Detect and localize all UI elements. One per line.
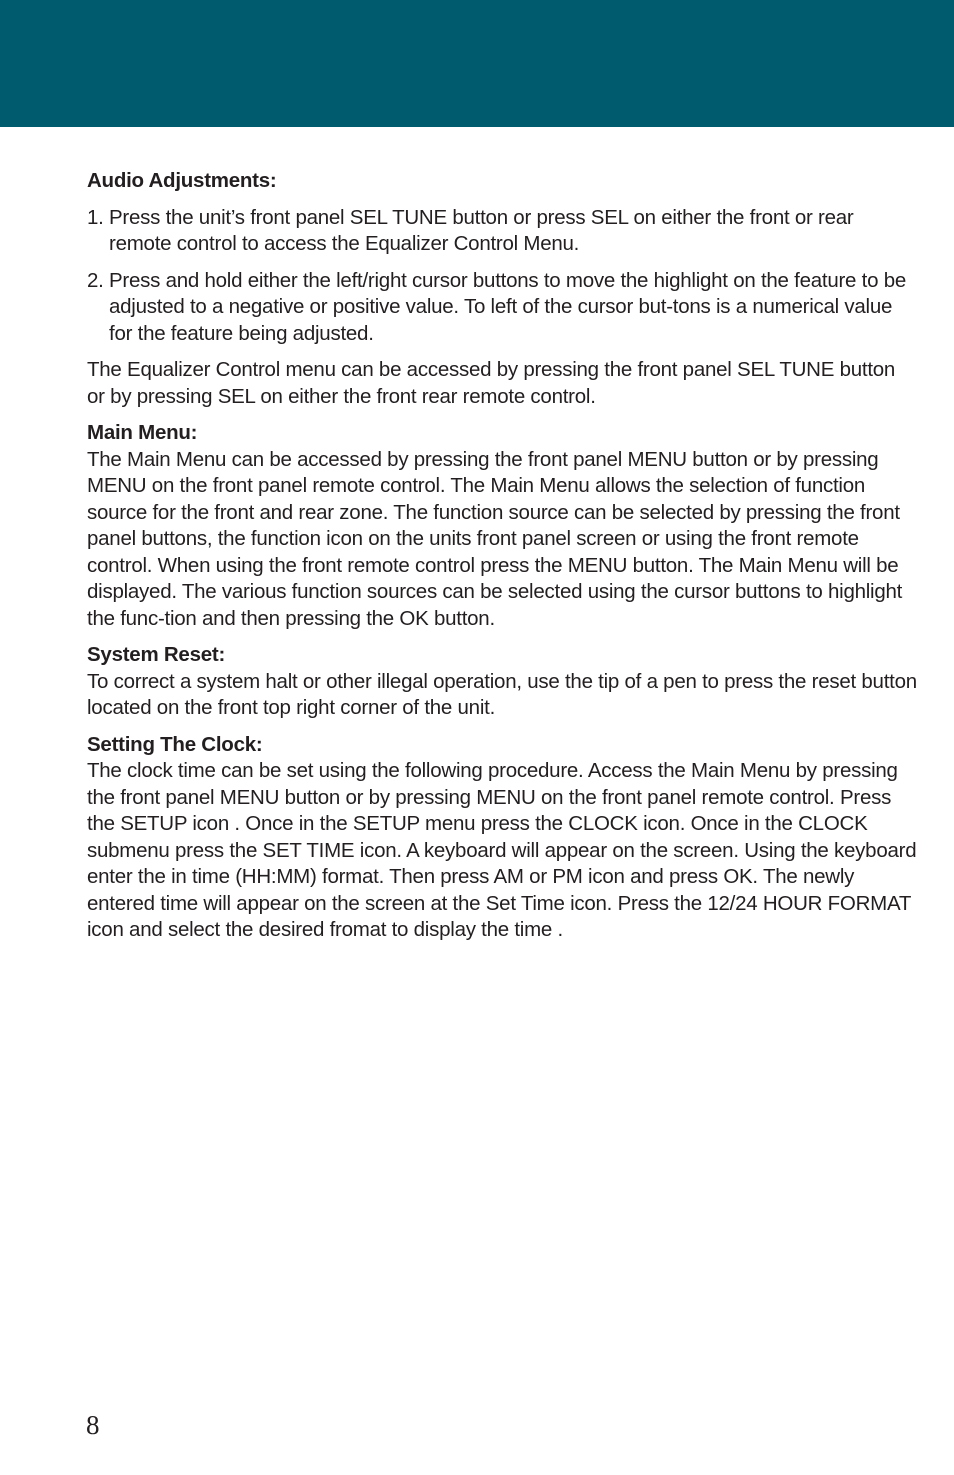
list-item-number: 2. xyxy=(87,268,104,292)
list-item xyxy=(87,205,917,258)
page-number: 8 xyxy=(86,1410,100,1440)
header-band xyxy=(0,0,954,127)
list-item xyxy=(87,268,917,348)
system-reset-body: To correct a system halt or other illegal operation, use the tip of a pen to press the reset button located on the front top right corner of the unit. xyxy=(87,669,917,719)
list-item-text: Press the unit’s front panel SEL TUNE button or press SEL on either the front or rear remote control to access the Equalizer Control Menu. xyxy=(109,205,854,255)
list-item-text: Press and hold either the left/right cursor buttons to move the highlight on the feature to be adjusted to a negative or positive value. To left of the cursor but-tons is a numerical value for the feature being adjusted. xyxy=(109,268,907,345)
list-item-number: 1. xyxy=(87,205,104,229)
audio-adjustments-heading: Audio Adjustments: xyxy=(87,169,277,192)
system-reset-heading: System Reset: xyxy=(87,643,226,666)
page-content xyxy=(87,168,917,944)
setting-clock-heading: Setting The Clock: xyxy=(87,732,263,756)
setting-clock-body: The clock time can be set using the following procedure. Access the Main Menu by pressing the front panel MENU button or by pressing MENU on the front panel remote control. Press the SETUP icon . Once in the SETUP menu press the CLOCK icon. Once in the CLOCK submenu press the SET TIME icon. A keyboard will appear on the screen. Using the keyboard enter the in time (HH:MM) format. Then press AM or PM icon and press OK. The newly entered time will appear on the screen at the Set Time icon. Press the 12/24 HOUR FORMAT icon and select the desired fromat to display the time . xyxy=(87,759,917,941)
main-menu-heading: Main Menu: xyxy=(87,421,198,444)
main-menu-body: The Main Menu can be accessed by pressing the front panel MENU button or by pressing MENU on the front panel remote control. The Main Menu allows the selection of function source for the front and rear zone. The function source can be selected by pressing the front panel buttons, the function icon on the units front panel screen or using the front remote control. When using the front remote control press the MENU button. The Main Menu will be displayed. The various function sources can be selected using the cursor buttons to highlight the func-tion and then pressing the OK button. xyxy=(87,447,903,630)
equalizer-note: The Equalizer Control menu can be accessed by pressing the front panel SEL TUNE button or by pressing SEL on either the front rear remote control. xyxy=(87,358,896,408)
